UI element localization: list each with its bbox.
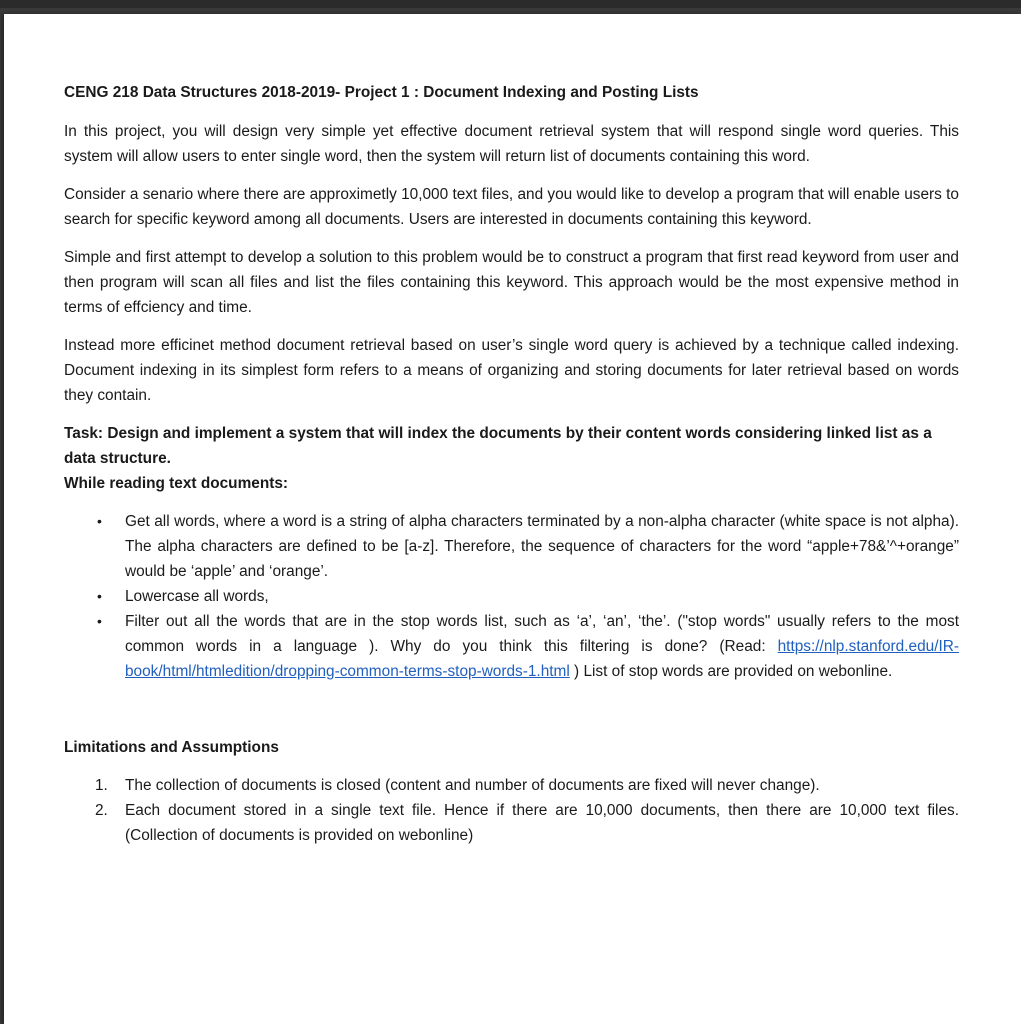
bullet-icon: • <box>97 513 102 529</box>
task-subheading: While reading text documents: <box>64 475 289 492</box>
list-item-number: 2. <box>95 802 108 819</box>
list-item <box>64 609 959 684</box>
list-item <box>64 798 959 848</box>
paragraph-intro: In this project, you will design very simple yet effective document retrieval system that will respond single word queries. This system will allow users to enter single word, then the system will return list of documents containing this word. <box>64 123 959 165</box>
list-item <box>64 773 959 798</box>
list-item <box>64 584 959 609</box>
task-statement: Task: Design and implement a system that will index the documents by their content words considering linked list as a data structure. <box>64 425 932 467</box>
spacer <box>64 684 959 735</box>
list-item-text: Filter out all the words that are in the stop words list, such as ‘a’, ‘an’, ‘the’. ("stop words" usually refers to the most common words in a language ). Why do you think this filtering is done? (Read: <box>125 613 959 655</box>
document-title: CENG 218 Data Structures 2018-2019- Project 1 : Document Indexing and Posting Lists <box>64 84 699 101</box>
viewer-top-bar <box>0 0 1021 8</box>
list-item-text: ) List of stop words are provided on webonline. <box>569 663 893 680</box>
list-item-text: Each document stored in a single text file. Hence if there are 10,000 documents, then there are 10,000 text files. (Collection of documents is provided on webonline) <box>125 802 959 844</box>
list-item-text: Lowercase all words, <box>125 588 269 605</box>
stop-words-link[interactable]: https://nlp.stanford.edu/IR-book/html/htmledition/dropping-common-terms-stop-words-1.html <box>125 638 959 680</box>
list-item-number: 1. <box>95 777 108 794</box>
list-item <box>64 509 959 584</box>
requirements-list <box>64 509 959 684</box>
bullet-icon: • <box>97 588 102 604</box>
limitations-heading: Limitations and Assumptions <box>64 739 279 756</box>
list-item-text: The collection of documents is closed (content and number of documents are fixed will never change). <box>125 777 820 794</box>
paragraph-first-attempt: Simple and first attempt to develop a solution to this problem would be to construct a program that first read keyword from user and then program will scan all files and list the files containing this keyword. This approach would be the most expensive method in terms of effciency and time. <box>64 249 959 316</box>
paragraph-indexing: Instead more efficinet method document retrieval based on user’s single word query is achieved by a technique called indexing. Document indexing in its simplest form refers to a means of organizing and storing documents for later retrieval based on words they contain. <box>64 337 959 404</box>
document-page <box>4 14 1021 1024</box>
paragraph-scenario: Consider a senario where there are approximetly 10,000 text files, and you would like to develop a program that will enable users to search for specific keyword among all documents. Users are interested in documents containing this keyword. <box>64 186 959 228</box>
bullet-icon: • <box>97 613 102 629</box>
limitations-list <box>64 773 959 848</box>
list-item-text: Get all words, where a word is a string of alpha characters terminated by a non-alpha character (white space is not alpha). The alpha characters are defined to be [a-z]. Therefore, the sequence of characters for the word “apple+78&’^+orange” would be ‘apple’ and ‘orange’. <box>125 513 959 580</box>
document-content <box>64 80 959 848</box>
